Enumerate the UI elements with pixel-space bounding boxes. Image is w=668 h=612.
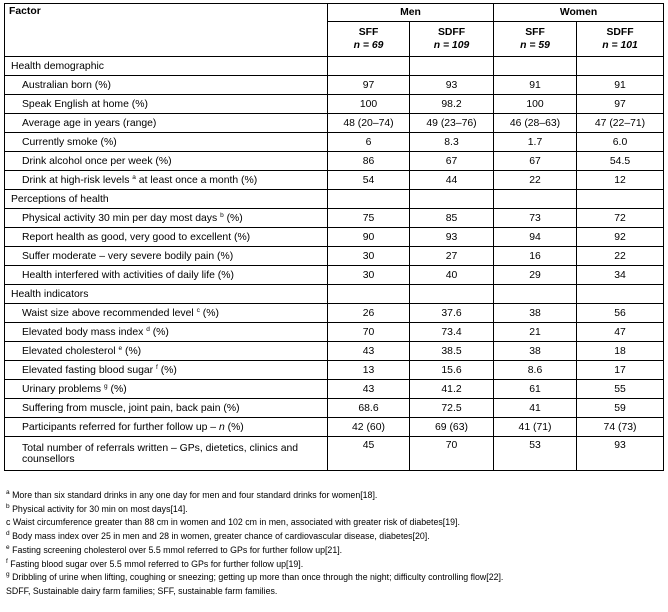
cell: 22 [494, 171, 577, 190]
row-label: Physical activity 30 min per day most days $^b$ (%) [5, 209, 328, 228]
cell: 91 [577, 76, 664, 95]
table-row [5, 361, 664, 380]
footnotes [6, 489, 664, 599]
cell: 34 [577, 266, 664, 285]
cell: 47 (22–71) [577, 114, 664, 133]
row-label: Urinary problems $^g$ (%) [5, 380, 328, 399]
health-factors-table [4, 3, 664, 471]
cell: 94 [494, 228, 577, 247]
table-row [5, 266, 664, 285]
table-row [5, 209, 664, 228]
cell: 44 [410, 171, 494, 190]
section-row [5, 190, 664, 209]
cell: 6.0 [577, 133, 664, 152]
cell: 43 [328, 380, 410, 399]
cell: 1.7 [494, 133, 577, 152]
section-row [5, 57, 664, 76]
row-label: Average age in years (range) [5, 114, 328, 133]
cell: 100 [494, 95, 577, 114]
cell: 15.6 [410, 361, 494, 380]
cell: 72.5 [410, 399, 494, 418]
section-title: Health indicators [5, 285, 328, 304]
cell: 18 [577, 342, 664, 361]
table-row [5, 342, 664, 361]
column-header: SDFF n = 109 [410, 22, 494, 57]
row-label: Elevated cholesterol $^e$ (%) [5, 342, 328, 361]
cell: 26 [328, 304, 410, 323]
section-title: Perceptions of health [5, 190, 328, 209]
footnote: $^e$ Fasting screening cholesterol over 5.5 mmol referred to GPs for further follow up[21]. [6, 543, 343, 555]
cell: 53 [494, 437, 577, 471]
cell: 74 (73) [577, 418, 664, 437]
cell: 29 [494, 266, 577, 285]
section-title: Health demographic [5, 57, 328, 76]
cell: 91 [494, 76, 577, 95]
cell: 47 [577, 323, 664, 342]
cell: 17 [577, 361, 664, 380]
cell: 54.5 [577, 152, 664, 171]
cell: 73 [494, 209, 577, 228]
row-label: Waist size above recommended level $^c$ (%) [5, 304, 328, 323]
table-row [5, 418, 664, 437]
cell: 49 (23–76) [410, 114, 494, 133]
cell: 38.5 [410, 342, 494, 361]
row-label: Participants referred for further follow up – n (%) [5, 418, 328, 437]
cell: 61 [494, 380, 577, 399]
cell: 30 [328, 247, 410, 266]
cell: 67 [410, 152, 494, 171]
cell: 8.3 [410, 133, 494, 152]
row-label: Total number of referrals written – GPs, dietetics, clinics and counsellors [5, 437, 328, 471]
cell: 12 [577, 171, 664, 190]
table-row [5, 247, 664, 266]
row-label: Suffer moderate – very severe bodily pain (%) [5, 247, 328, 266]
row-label: Drink alcohol once per week (%) [5, 152, 328, 171]
cell: 70 [410, 437, 494, 471]
column-header: SFF n = 69 [328, 22, 410, 57]
table-row [5, 76, 664, 95]
women-header: Women [494, 4, 664, 22]
table-row [5, 304, 664, 323]
footnote: $^d$ Body mass index over 25 in men and 28 in women, greater chance of cardiovascular disease, diabetes[20]. [6, 530, 430, 542]
men-header: Men [328, 4, 494, 22]
cell: 55 [577, 380, 664, 399]
row-label: Health interfered with activities of daily life (%) [5, 266, 328, 285]
factor-header: Factor [5, 4, 328, 57]
footnote: SDFF, Sustainable dairy farm families; SFF, sustainable farm families. [6, 585, 278, 596]
cell: 54 [328, 171, 410, 190]
cell: 41 [494, 399, 577, 418]
cell: 97 [577, 95, 664, 114]
footnote: $^a$ More than six standard drinks in any one day for men and four standard drinks for women[18]. [6, 489, 378, 500]
cell: 73.4 [410, 323, 494, 342]
cell: 40 [410, 266, 494, 285]
cell: 97 [328, 76, 410, 95]
row-label: Elevated body mass index $^d$ (%) [5, 323, 328, 342]
cell: 56 [577, 304, 664, 323]
cell: 16 [494, 247, 577, 266]
cell: 30 [328, 266, 410, 285]
cell: 93 [410, 76, 494, 95]
row-label: Australian born (%) [5, 76, 328, 95]
row-label: Speak English at home (%) [5, 95, 328, 114]
cell: 41.2 [410, 380, 494, 399]
column-header: SFF n = 59 [494, 22, 577, 57]
cell: 45 [328, 437, 410, 471]
footnote: $^g$ Dribbling of urine when lifting, coughing or sneezing; getting up more than once through the night; difficulty controlling flow[22]. [6, 571, 504, 583]
cell: 100 [328, 95, 410, 114]
table-row [5, 323, 664, 342]
cell: 69 (63) [410, 418, 494, 437]
cell: 86 [328, 152, 410, 171]
cell: 67 [494, 152, 577, 171]
table-row [5, 114, 664, 133]
row-label: Drink at high-risk levels $^a$ at least once a month (%) [5, 171, 328, 190]
cell: 43 [328, 342, 410, 361]
row-label: Report health as good, very good to excellent (%) [5, 228, 328, 247]
cell: 13 [328, 361, 410, 380]
row-label: Suffering from muscle, joint pain, back pain (%) [5, 399, 328, 418]
column-header: SDFF n = 101 [577, 22, 664, 57]
table-row [5, 95, 664, 114]
footnote: $^f$ Fasting blood sugar over 5.5 mmol referred to GPs for further follow up[19]. [6, 557, 304, 569]
row-label: Currently smoke (%) [5, 133, 328, 152]
cell: 59 [577, 399, 664, 418]
table-row [5, 228, 664, 247]
cell: 38 [494, 304, 577, 323]
cell: 68.6 [328, 399, 410, 418]
cell: 72 [577, 209, 664, 228]
cell: 85 [410, 209, 494, 228]
cell: 90 [328, 228, 410, 247]
cell: 22 [577, 247, 664, 266]
table-row [5, 152, 664, 171]
footnote: $^b$ Physical activity for 30 min on most days[14]. [6, 502, 188, 514]
cell: 92 [577, 228, 664, 247]
cell: 98.2 [410, 95, 494, 114]
cell: 75 [328, 209, 410, 228]
row-label: Elevated fasting blood sugar $^f$ (%) [5, 361, 328, 380]
cell: 93 [410, 228, 494, 247]
cell: 6 [328, 133, 410, 152]
cell: 41 (71) [494, 418, 577, 437]
table-row [5, 399, 664, 418]
cell: 27 [410, 247, 494, 266]
cell: 38 [494, 342, 577, 361]
cell: 46 (28–63) [494, 114, 577, 133]
cell: 70 [328, 323, 410, 342]
cell: 48 (20–74) [328, 114, 410, 133]
table-row [5, 380, 664, 399]
section-row [5, 285, 664, 304]
cell: 21 [494, 323, 577, 342]
cell: 8.6 [494, 361, 577, 380]
cell: 37.6 [410, 304, 494, 323]
cell: 42 (60) [328, 418, 410, 437]
footnote: c Waist circumference greater than 88 cm in women and 102 cm in men, associated with greater risk of diabetes[19]. [6, 517, 460, 528]
table-row [5, 133, 664, 152]
table-row [5, 171, 664, 190]
cell: 93 [577, 437, 664, 471]
table-row [5, 437, 664, 471]
